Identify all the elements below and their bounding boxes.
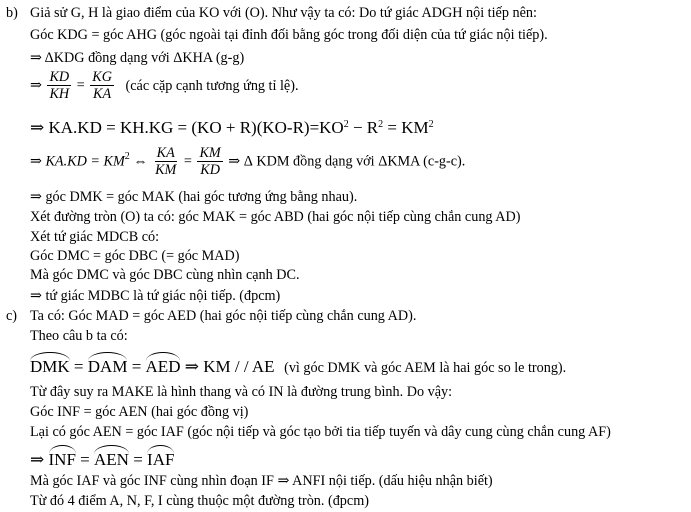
exponent: 2 <box>378 119 384 130</box>
exponent: 2 <box>124 150 130 162</box>
line-17: Góc INF = góc AEN (hai góc đồng vị) <box>30 404 249 420</box>
line-13: Ta có: Góc MAD = góc AED (hai góc nội tiếp cùng chắn cung AD). <box>30 308 417 324</box>
exponent: 2 <box>343 119 349 130</box>
line-8: Xét đường tròn (O) ta có: góc MAK = góc ABD (hai góc nội tiếp cùng chắn cung AD) <box>30 209 521 225</box>
triangle-symbol: Δ <box>44 50 54 66</box>
line-19 <box>30 451 174 468</box>
line-5-mid: − R <box>348 118 379 137</box>
fraction-kd-kh: $\frac{KD}{KH}$ <box>49 69 70 103</box>
equals-sign: = <box>75 450 94 469</box>
line-16: Từ đây suy ra MAKE là hình thang và có IN là đường trung bình. Do vậy: <box>30 384 453 400</box>
implies-symbol: ⇒ <box>30 450 45 469</box>
line-c-label: c) <box>6 308 18 324</box>
line-18: Lại có góc AEN = góc IAF (góc nội tiếp và góc tạo bởi tia tiếp tuyến và dây cung cùng chắn cung AF) <box>30 424 611 440</box>
fraction-kg-ka: $\frac{KG}{KA}$ <box>92 69 112 103</box>
line-9: Xét tứ giác MDCB có: <box>30 229 160 245</box>
line-11: Mà góc DMC và góc DBC cùng nhìn cạnh DC. <box>30 267 300 283</box>
equals-sign: = <box>128 450 148 469</box>
line-6-text-b: KMA (c-g-c). <box>387 153 466 170</box>
arc-dam: DAM <box>87 357 128 376</box>
arc-aen: AEN <box>94 450 129 469</box>
line-5-rhs: = KM <box>383 118 429 137</box>
implies-symbol: ⇒ <box>228 153 241 170</box>
line-5-lhs: KA.KD = KH.KG = (KO + R)(KO-R)=KO <box>48 118 344 137</box>
equals-sign: = <box>127 357 146 376</box>
fraction-km-kd: $\frac{KM}{KD}$ <box>199 145 221 179</box>
triangle-symbol: Δ <box>243 153 253 170</box>
arc-iaf: IAF <box>147 450 175 469</box>
line-21: Từ đó 4 điểm A, N, F, I cùng thuộc một đường tròn. (đpcm) <box>30 493 369 509</box>
line-12 <box>30 289 280 303</box>
line-3-text-b: KHA (g-g) <box>182 50 245 66</box>
implies-symbol: ⇒ <box>30 50 42 66</box>
line-15 <box>30 358 566 375</box>
implies-symbol: ⇒ <box>30 118 45 137</box>
implies-symbol: ⇒ <box>30 77 42 94</box>
implies-symbol: ⇒ <box>30 189 42 205</box>
triangle-symbol: Δ <box>378 153 388 170</box>
line-6-equation: KA.KD = KM <box>45 153 125 170</box>
fraction-ka-km: $\frac{KA}{KM}$ <box>155 145 177 179</box>
parallel-statement: KM / / AE <box>203 357 275 376</box>
line-6 <box>30 146 465 177</box>
line-7 <box>30 190 357 204</box>
exponent: 2 <box>428 119 434 130</box>
line-12-text: tứ giác MDBC là tứ giác nội tiếp. (đpcm) <box>45 288 281 304</box>
implies-symbol: ⇒ <box>30 288 42 304</box>
line-4-note: (các cặp cạnh tương ứng tỉ lệ). <box>125 77 299 94</box>
line-4 <box>30 70 299 101</box>
line-14: Theo câu b ta có: <box>30 328 128 344</box>
triangle-symbol: Δ <box>173 50 183 66</box>
equals-sign: = <box>76 77 85 94</box>
equals-sign: = <box>183 153 192 170</box>
line-15-note: (vì góc DMK và góc AEM là hai góc so le trong). <box>284 360 567 376</box>
line-20: Mà góc IAF và góc INF cùng nhìn đoạn IF ⇒ ANFI nội tiếp. (dấu hiệu nhận biết) <box>30 473 493 489</box>
implies-symbol: ⇒ <box>180 357 204 376</box>
line-2: Góc KDG = góc AHG (góc ngoài tại đỉnh đối bằng góc trong đối diện của tứ giác nội tiếp). <box>30 27 548 43</box>
arc-aed: AED <box>145 357 181 376</box>
line-10: Góc DMC = góc DBC (= góc MAD) <box>30 248 240 264</box>
line-3 <box>30 51 244 65</box>
equals-sign: = <box>69 357 88 376</box>
line-5 <box>30 119 434 136</box>
line-3-text-a: KDG đồng dạng với <box>53 50 174 66</box>
line-6-text-a: KDM đồng dạng với <box>252 153 379 170</box>
equivalent-symbol: ⇔ <box>133 153 148 170</box>
arc-inf: INF <box>48 450 76 469</box>
line-7-text: góc DMK = góc MAK (hai góc tương ứng bằng nhau). <box>45 189 358 205</box>
line-b-label: b) <box>6 5 18 21</box>
implies-symbol: ⇒ <box>30 153 42 170</box>
line-1: Giả sử G, H là giao điểm của KO với (O). Như vậy ta có: Do tứ giác ADGH nội tiếp nên: <box>30 5 537 21</box>
arc-dmk: DMK <box>30 357 70 376</box>
